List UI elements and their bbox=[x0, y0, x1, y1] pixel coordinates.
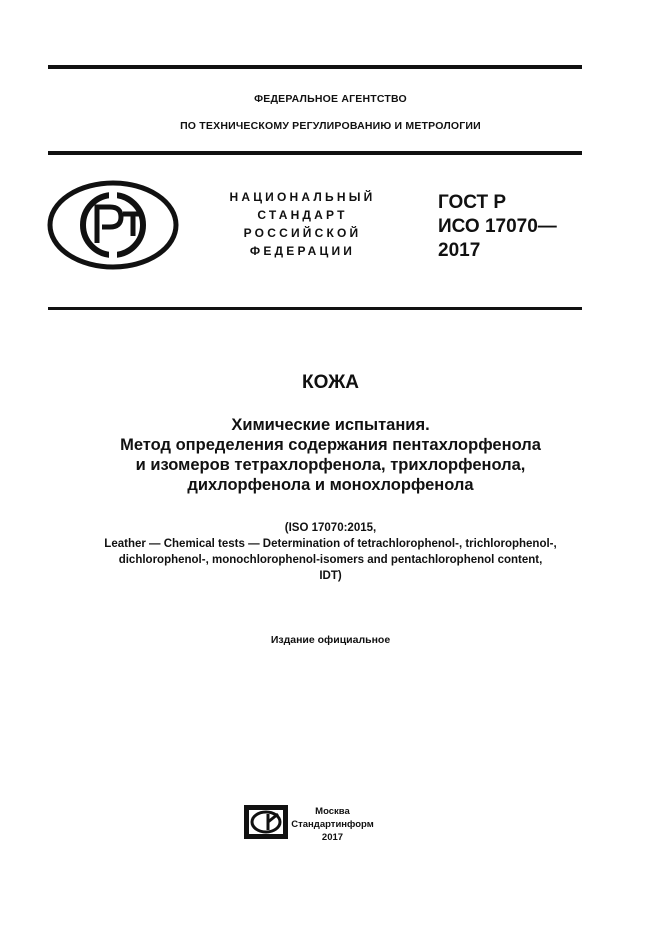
english-line-2: Leather — Chemical tests — Determination of tetrachlorophenol-, trichlorophenol-, bbox=[104, 538, 557, 550]
agency-rule bbox=[48, 151, 582, 155]
agency-line-2: ПО ТЕХНИЧЕСКОМУ РЕГУЛИРОВАНИЮ И МЕТРОЛОГИИ bbox=[180, 120, 481, 132]
standard-type-line-3: РОССИЙСКОЙ bbox=[243, 226, 362, 240]
standard-number-line-2: ИСО 17070— bbox=[438, 216, 557, 237]
agency-line-1: ФЕДЕРАЛЬНОЕ АГЕНТСТВО bbox=[254, 93, 407, 105]
header-rule bbox=[48, 307, 582, 310]
subtitle-line-2: Метод определения содержания пентахлорфенола bbox=[120, 436, 541, 454]
subtitle-line-3: и изомеров тетрахлорфенола, трихлорфенола, bbox=[135, 456, 526, 474]
english-line-3: dichlorophenol-, monochlorophenol-isomers and pentachlorophenol content, bbox=[118, 554, 543, 566]
english-line-4: IDT) bbox=[319, 570, 342, 582]
publisher-year: 2017 bbox=[321, 832, 344, 843]
subtitle-line-4: дихлорфенола и монохлорфенола bbox=[187, 476, 474, 494]
subtitle-line-1: Химические испытания. bbox=[231, 416, 430, 434]
top-rule bbox=[48, 65, 582, 69]
standartinform-logo-icon bbox=[244, 805, 288, 839]
standard-type-line-4: ФЕДЕРАЦИИ bbox=[249, 244, 356, 258]
edition-label: Издание официальное bbox=[270, 634, 391, 646]
standard-number-line-3: 2017 bbox=[438, 240, 481, 261]
publisher-name: Стандартинформ bbox=[291, 819, 374, 830]
standard-type-line-2: СТАНДАРТ bbox=[257, 208, 348, 222]
publisher-city: Москва bbox=[315, 806, 350, 817]
standard-number-line-1: ГОСТ Р bbox=[438, 192, 507, 213]
document-title: КОЖА bbox=[301, 372, 360, 393]
gost-r-mark-icon bbox=[47, 180, 179, 270]
english-line-1: (ISO 17070:2015, bbox=[284, 522, 377, 534]
standard-type-line-1: НАЦИОНАЛЬНЫЙ bbox=[229, 190, 376, 204]
